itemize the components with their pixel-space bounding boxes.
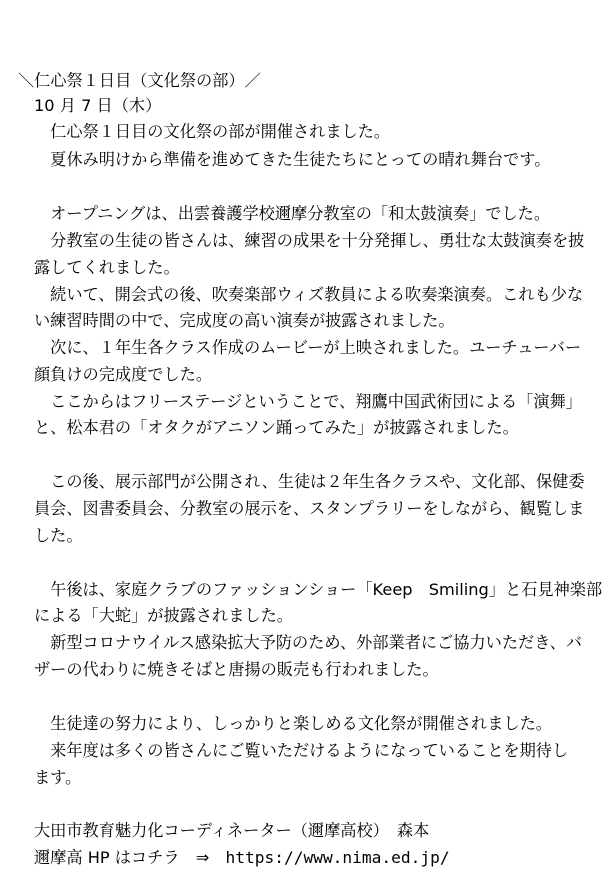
paragraph-line: 露してくれました。 (34, 258, 180, 277)
paragraph-line: 来年度は多くの皆さんにご覧いただけるようになっていることを期待し (34, 741, 569, 760)
website-label: 邇摩高 HP はコチラ ⇒ (34, 848, 226, 867)
signature: 大田市教育魅力化コーディネーター（邇摩高校） 森本 (34, 821, 430, 840)
paragraph-line: と、松本君の「オタクがアニソン踊ってみた」が披露されました。 (34, 418, 519, 437)
paragraph-line: この後、展示部門が公開され、生徒は２年生各クラスや、文化部、保健委 (34, 472, 585, 491)
website-link[interactable]: https://www.nima.ed.jp/ (225, 848, 450, 867)
paragraph-line: 顔負けの完成度でした。 (34, 365, 213, 384)
paragraph-line: 員会、図書委員会、分教室の展示を、スタンプラリーをしながら、観覧しま (34, 499, 585, 518)
paragraph-line: 夏休み明けから準備を進めてきた生徒たちにとっての晴れ舞台です。 (34, 150, 551, 169)
paragraph-line: 午後は、家庭クラブのファッションショー「Keep Smiling」と石見神楽部 (34, 580, 603, 599)
paragraph-line: 生徒達の努力により、しっかりと楽しめる文化祭が開催されました。 (34, 714, 552, 733)
heading: ＼仁心祭１日目（文化祭の部）／ (18, 71, 261, 90)
paragraph-line: ザーの代わりに焼きそばと唐揚の販売も行われました。 (34, 660, 439, 679)
paragraph-line: ます。 (34, 768, 82, 787)
paragraph-line: による「大蛇」が披露されました。 (34, 606, 293, 625)
paragraph-line: い練習時間の中で、完成度の高い演奏が披露されました。 (34, 311, 455, 330)
paragraph-line: 続いて、開会式の後、吹奏楽部ウィズ教員による吹奏楽演奏。これも少な (34, 285, 584, 304)
paragraph-line: 仁心祭１日目の文化祭の部が開催されました。 (34, 122, 391, 141)
paragraph-line: ここからはフリーステージということで、翔鷹中国武術団による「演舞」 (34, 392, 582, 411)
date-line: 10 月 7 日（木） (34, 96, 162, 115)
paragraph-line: 新型コロナウイルス感染拡大予防のため、外部業者にご協力いただき、バ (34, 633, 583, 652)
paragraph-line: 分教室の生徒の皆さんは、練習の成果を十分発揮し、勇壮な太鼓演奏を披 (34, 231, 585, 250)
paragraph-line: 次に、１年生各クラス作成のムービーが上映されました。ユーチューバー (34, 338, 582, 357)
paragraph-line: オープニングは、出雲養護学校邇摩分教室の「和太鼓演奏」でした。 (34, 204, 551, 223)
website-line (34, 850, 450, 866)
paragraph-line: した。 (34, 526, 83, 545)
